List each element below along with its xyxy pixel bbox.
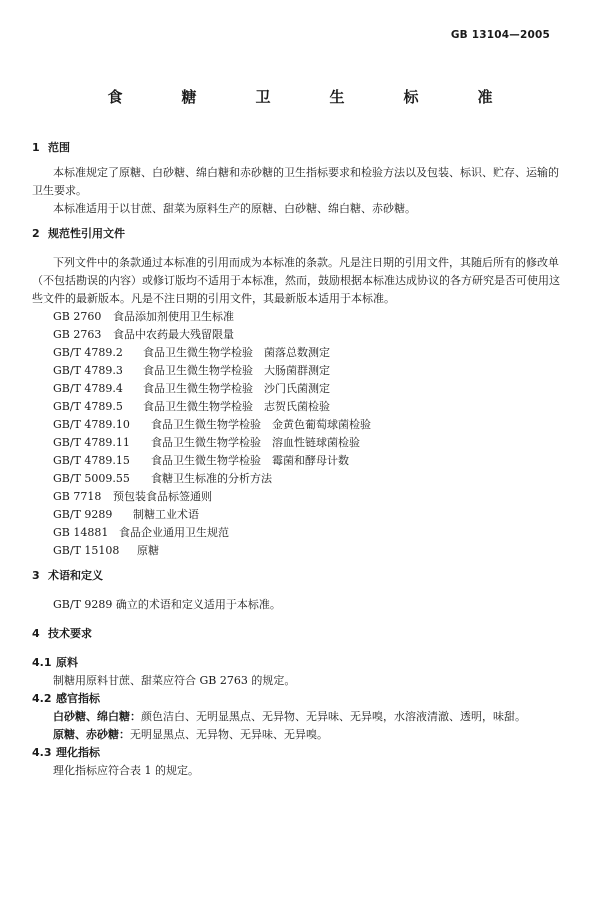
reference-title: 食品中农药最大残留限量 (113, 328, 234, 341)
reference-code: GB/T 4789.11 (53, 436, 130, 449)
subsection-heading-sensory-index (32, 690, 560, 708)
reference-title: 预包装食品标签通则 (113, 490, 212, 503)
subsection-number: 4.3 (32, 746, 52, 759)
paragraph: GB/T 9289 确立的术语和定义适用于本标准。 (53, 598, 281, 611)
reference-title: 原糖 (137, 544, 159, 557)
reference-title: 食糖卫生标准的分析方法 (151, 472, 272, 485)
reference-item (32, 452, 560, 470)
paragraph-text: 颜色洁白、无明显黑点、无异物、无异味、无异嗅，水溶液清澈、透明，味甜。 (141, 710, 526, 723)
section-title: 规范性引用文件 (48, 227, 125, 240)
reference-code: GB/T 5009.55 (53, 472, 130, 485)
reference-code: GB/T 4789.2 (53, 346, 123, 359)
reference-item (32, 380, 560, 398)
subsection-heading-physicochemical-index (32, 744, 560, 762)
reference-item (32, 416, 560, 434)
reference-code: GB 2763 (53, 328, 102, 341)
reference-title: 食品卫生微生物学检验 溶血性链球菌检验 (151, 436, 360, 449)
document-title: 食 糖 卫 生 标 准 (107, 88, 515, 106)
paragraph: 理化指标应符合表 1 的规定。 (53, 764, 199, 777)
section-title: 范围 (48, 141, 70, 154)
section-number: 2 (32, 227, 40, 240)
reference-item (32, 542, 560, 560)
section-title: 术语和定义 (48, 569, 103, 582)
section-heading-scope (32, 139, 560, 157)
reference-title: 食品卫生微生物学检验 沙门氏菌测定 (143, 382, 330, 395)
section-title: 技术要求 (48, 627, 92, 640)
subsection-title: 感官指标 (56, 692, 100, 705)
reference-code: GB/T 4789.3 (53, 364, 123, 377)
reference-code: GB/T 15108 (53, 544, 120, 557)
reference-item (32, 308, 560, 326)
reference-item (32, 470, 560, 488)
document-code: GB 13104—2005 (450, 29, 550, 41)
reference-title: 制糖工业术语 (133, 508, 199, 521)
reference-item (32, 326, 560, 344)
reference-title: 食品卫生微生物学检验 志贺氏菌检验 (143, 400, 330, 413)
reference-title: 食品卫生微生物学检验 大肠菌群测定 (143, 364, 330, 377)
reference-list (32, 308, 560, 560)
reference-code: GB/T 4789.4 (53, 382, 123, 395)
reference-code: GB 14881 (53, 526, 109, 539)
subsection-heading-raw-material (32, 654, 560, 672)
document-body (32, 139, 560, 780)
reference-title: 食品添加剂使用卫生标准 (113, 310, 234, 323)
reference-title: 食品卫生微生物学检验 金黄色葡萄球菌检验 (151, 418, 371, 431)
reference-item (32, 524, 560, 542)
paragraph: 本标准规定了原糖、白砂糖、绵白糖和赤砂糖的卫生指标要求和检验方法以及包装、标识、贮存、运输的卫生要求。 (32, 166, 559, 197)
paragraph-label: 原糖、赤砂糖： (53, 728, 130, 741)
reference-item (32, 362, 560, 380)
reference-title: 食品企业通用卫生规范 (119, 526, 229, 539)
paragraph: 本标准适用于以甘蔗、甜菜为原料生产的原糖、白砂糖、绵白糖、赤砂糖。 (53, 202, 416, 215)
reference-code: GB 2760 (53, 310, 102, 323)
subsection-title: 原料 (56, 656, 78, 669)
paragraph-label: 白砂糖、绵白糖： (53, 710, 141, 723)
paragraph: 制糖用原料甘蔗、甜菜应符合 GB 2763 的规定。 (53, 674, 296, 687)
reference-title: 食品卫生微生物学检验 菌落总数测定 (143, 346, 330, 359)
reference-item (32, 344, 560, 362)
subsection-number: 4.1 (32, 656, 52, 669)
reference-code: GB/T 9289 (53, 508, 113, 521)
reference-code: GB/T 4789.15 (53, 454, 130, 467)
reference-item (32, 488, 560, 506)
paragraph (32, 708, 560, 726)
paragraph: 下列文件中的条款通过本标准的引用而成为本标准的条款。凡是注日期的引用文件，其随后所有的修改单（不包括勘误的内容）或修订版均不适用于本标准，然而，鼓励根据本标准达成协议的各方研究是否可使用这些文件的最新版本。凡是不注日期的引用文件，其最新版本适用于本标准。 (32, 256, 560, 305)
section-number: 1 (32, 141, 40, 154)
subsection-title: 理化指标 (56, 746, 100, 759)
section-number: 3 (32, 569, 40, 582)
paragraph-text: 无明显黑点、无异物、无异味、无异嗅。 (130, 728, 328, 741)
section-heading-normative-references (32, 225, 560, 243)
reference-code: GB/T 4789.5 (53, 400, 123, 413)
reference-code: GB 7718 (53, 490, 102, 503)
reference-item (32, 506, 560, 524)
subsection-number: 4.2 (32, 692, 52, 705)
paragraph (32, 726, 560, 744)
section-number: 4 (32, 627, 40, 640)
reference-title: 食品卫生微生物学检验 霉菌和酵母计数 (151, 454, 349, 467)
reference-item (32, 434, 560, 452)
section-heading-technical-requirements (32, 625, 560, 643)
section-heading-terms-definitions (32, 567, 560, 585)
reference-code: GB/T 4789.10 (53, 418, 130, 431)
reference-item (32, 398, 560, 416)
